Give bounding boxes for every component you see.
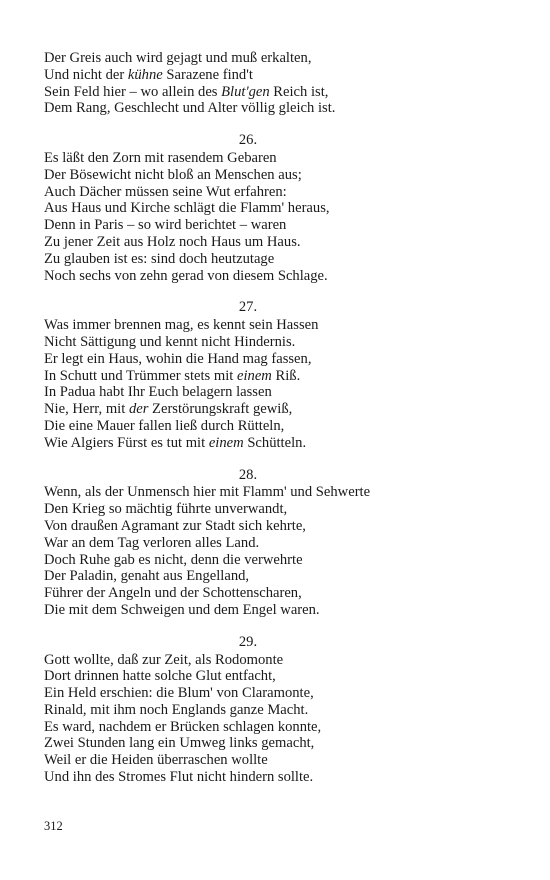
verse-line: Noch sechs von zehn gerad von diesem Schlage.: [44, 267, 328, 284]
verse-line: Wie Algiers Fürst es tut mit einem Schütteln.: [44, 434, 307, 451]
stanza: [44, 317, 514, 451]
stanza: [44, 150, 514, 284]
verse-line: Ein Held erschien: die Blum' von Claramonte,: [44, 685, 314, 702]
verse-line: Denn in Paris – so wird berichtet – waren: [44, 217, 287, 234]
stanza-number: 29.: [238, 633, 258, 650]
verse-line: Zu glauben ist es: sind doch heutzutage: [44, 250, 275, 267]
verse-line: Und ihn des Stromes Flut nicht hindern sollte.: [44, 769, 314, 786]
verse-line: Zwei Stunden lang ein Umweg links gemacht,: [44, 735, 315, 752]
verse-line: Wenn, als der Unmensch hier mit Flamm' und Sehwerte: [44, 484, 371, 501]
verse-line: Dort drinnen hatte solche Glut entfacht,: [44, 668, 276, 685]
verse-line: Und nicht der kühne Sarazene find't: [44, 66, 253, 83]
verse-line: Die eine Mauer fallen ließ durch Rütteln,: [44, 417, 285, 434]
verse-line: Die mit dem Schweigen und dem Engel waren.: [44, 601, 320, 618]
emphasis: einem: [236, 367, 272, 384]
verse-line: Aus Haus und Kirche schlägt die Flamm' heraus,: [44, 200, 330, 217]
verse-line: Weil er die Heiden überraschen wollte: [44, 752, 268, 769]
emphasis: kühne: [127, 66, 163, 83]
stanza-gap: [44, 284, 514, 299]
verse-line: Zu jener Zeit aus Holz noch Haus um Haus.: [44, 233, 301, 250]
stanza-gap: [44, 619, 514, 634]
verse-line: Von draußen Agramant zur Stadt sich kehrte,: [44, 517, 306, 534]
stanza: [44, 652, 514, 786]
emphasis: Blut'gen: [221, 83, 270, 100]
stanza-number: 26.: [238, 132, 258, 149]
verse-line: Der Bösewicht nicht bloß an Menschen aus;: [44, 166, 302, 183]
verse-line: Der Paladin, genaht aus Engelland,: [44, 568, 250, 585]
stanza: [44, 484, 514, 618]
verse-line: Den Krieg so mächtig führte unverwandt,: [44, 501, 288, 518]
verse-line: Was immer brennen mag, es kennt sein Hassen: [44, 317, 319, 334]
verse-line: Gott wollte, daß zur Zeit, als Rodomonte: [44, 651, 284, 668]
verse-line: Doch Ruhe gab es nicht, denn die verwehrte: [44, 551, 303, 568]
verse-line: Er legt ein Haus, wohin die Hand mag fassen,: [44, 350, 312, 367]
verse-line: In Padua habt Ihr Euch belagern lassen: [44, 384, 272, 401]
verse-line: Dem Rang, Geschlecht und Alter völlig gleich ist.: [44, 100, 336, 117]
emphasis: der: [128, 401, 149, 418]
stanza-gap: [44, 452, 514, 467]
verse-line: Nie, Herr, mit der Zerstörungskraft gewiß,: [44, 401, 293, 418]
verse-line: Es ward, nachdem er Brücken schlagen konnte,: [44, 718, 322, 735]
stanza-number: 27.: [238, 299, 258, 316]
verse-line: Der Greis auch wird gejagt und muß erkalten,: [44, 50, 312, 66]
verse-line: In Schutt und Trümmer stets mit einem Riß.: [44, 367, 301, 384]
verse-line: Sein Feld hier – wo allein des Blut'gen Reich ist,: [44, 83, 329, 100]
verse-line: Es läßt den Zorn mit rasendem Gebaren: [44, 149, 277, 166]
stanza: [44, 50, 514, 117]
stanza-gap: [44, 117, 514, 132]
verse-line: Führer der Angeln und der Schottenscharen,: [44, 585, 302, 602]
verse-line: Nicht Sättigung und kennt nicht Hindernis.: [44, 333, 296, 350]
verse-line: Rinald, mit ihm noch Englands ganze Macht.: [44, 701, 309, 718]
emphasis: einem: [208, 434, 244, 451]
verse-line: Auch Dächer müssen seine Wut erfahren:: [44, 183, 287, 200]
page-body: [44, 50, 514, 786]
verse-line: War an dem Tag verloren alles Land.: [44, 534, 260, 551]
stanza-number: 28.: [238, 466, 258, 483]
page-number: 312: [44, 819, 63, 833]
